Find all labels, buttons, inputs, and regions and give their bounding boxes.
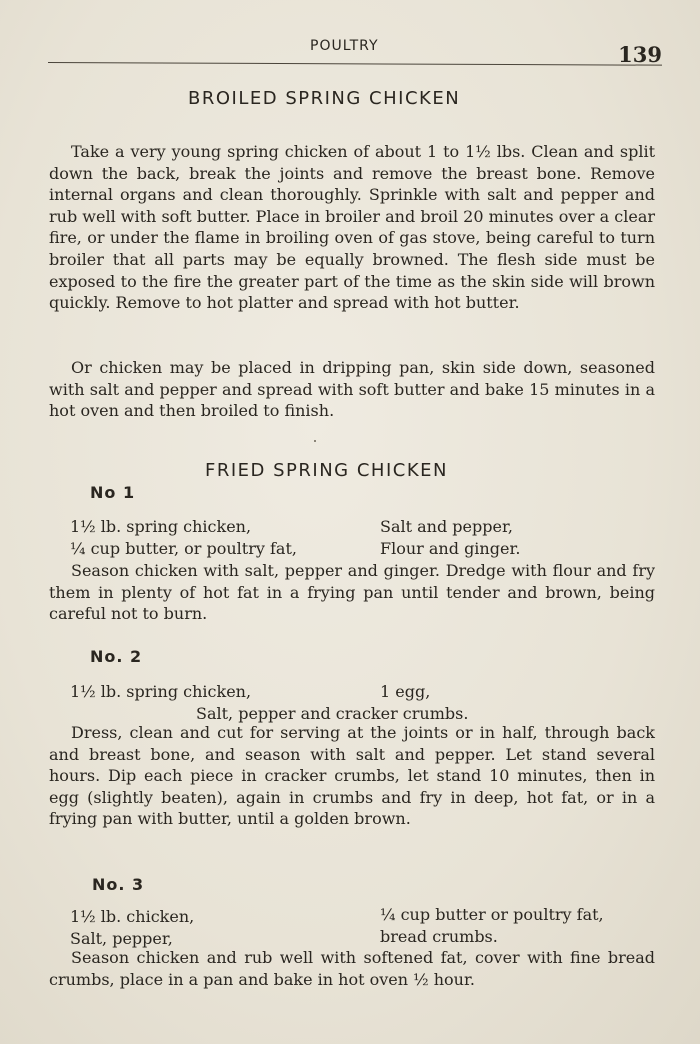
ingredient-line: ¼ cup butter or poultry fat, — [380, 905, 604, 924]
variant-label-no3: No. 3 — [92, 875, 145, 894]
broiled-paragraph-2: Or chicken may be placed in dripping pan, skin side down, seasoned with salt and pepper and spread with soft butter and bake 15 minutes in a hot oven and then broiled to finish. — [49, 358, 655, 421]
ingredient-line: Salt and pepper, — [380, 517, 513, 536]
ingredient-line: 1½ lb. spring chicken, — [70, 517, 252, 536]
ingredient-line: Flour and ginger. — [380, 539, 521, 558]
method-no3: Season chicken and rub well with softened fat, cover with fine bread crumbs, place in a pan and bake in hot oven ½ hour. — [49, 948, 655, 989]
section-name: POULTRY — [310, 38, 379, 54]
ingredient-line: Salt, pepper, — [70, 929, 173, 948]
variant-label-no1: No 1 — [90, 483, 136, 502]
page-number: 139 — [618, 42, 662, 67]
ingredient-line: bread crumbs. — [380, 927, 498, 946]
variant-label-no2: No. 2 — [90, 647, 143, 666]
broiled-paragraph-1: Take a very young spring chicken of about 1 to 1½ lbs. Clean and split down the back, break the joints and remove the breast bone. Remove internal organs and clean thoroughly. Sprinkle with salt and pepper and rub well with soft butter. Place in broiler and broil 20 minutes over a clear fire, or under the flame in broiling oven of gas stove, being careful to turn broiler that all parts may be equally browned. The flesh side must be exposed to the fire the greater part of the time as the skin side will brown quickly. Remove to hot platter and spread with hot butter. — [49, 142, 655, 313]
header-rule — [48, 62, 662, 66]
separator-dot — [314, 440, 316, 442]
running-head — [48, 36, 662, 72]
ingredient-line: 1 egg, — [380, 682, 431, 701]
recipe-title-broiled: BROILED SPRING CHICKEN — [188, 88, 461, 109]
ingredient-line: 1½ lb. spring chicken, — [70, 682, 252, 701]
method-no1: Season chicken with salt, pepper and ginger. Dredge with flour and fry them in plenty of hot fat in a frying pan until tender and brown, being careful not to burn. — [49, 561, 655, 624]
ingredient-line: ¼ cup butter, or poultry fat, — [70, 539, 297, 558]
ingredient-line: Salt, pepper and cracker crumbs. — [196, 704, 469, 723]
recipe-title-fried: FRIED SPRING CHICKEN — [205, 460, 448, 481]
ingredient-line: 1½ lb. chicken, — [70, 907, 195, 926]
method-no2: Dress, clean and cut for serving at the joints or in half, through back and breast bone, and season with salt and pepper. Let stand several hours. Dip each piece in cracker crumbs, let stand 10 minutes, then in egg (slightly beaten), again in crumbs and fry in deep, hot fat, or in a frying pan with butter, until a golden brown. — [49, 723, 655, 829]
